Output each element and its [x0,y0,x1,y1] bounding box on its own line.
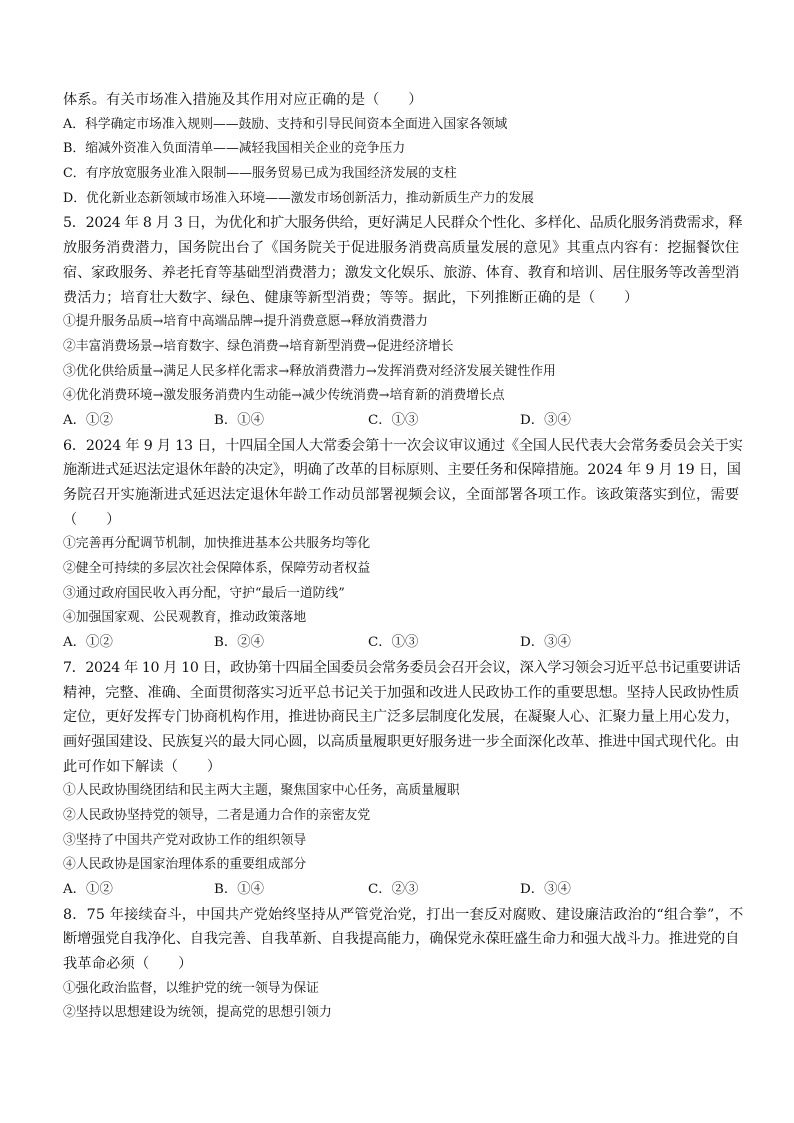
statement-2: ②人民政协坚持党的领导，二者是通力合作的亲密友党 [63,807,371,823]
statement-2: ②丰富消费场景→培育数字、绿色消费→培育新型消费→促进经济增长 [63,338,454,354]
statement-4: ④加强国家观、公民观教育，推动政策落地 [63,610,307,626]
choice-c: C．②③ [368,882,419,897]
statement-3: ③坚持了中国共产党对政协工作的组织领导 [63,832,307,848]
choice-row [63,409,743,434]
choice-b: B．①④ [214,882,265,897]
statement-3: ③通过政府国民收入再分配，守护“最后一道防线” [63,585,345,601]
choice-c: C．①③ [368,412,419,428]
question-stem-line: （ ） [63,511,121,528]
answer-option-b: B．缩减外资准入负面清单——减轻我国相关企业的竞争压力 [63,141,406,157]
question-stem-line: 断增强党自我净化、自我完善、自我革新、自我提高能力，确保党永葆旺盛生命力和强大战斗力。推进党的自 [63,931,740,948]
exam-page [63,88,743,1026]
question-stem-line: 6．2024 年 9 月 13 日，十四届全国人大常委会第十一次会议审议通过《全国人民代表大会常务委员会关于实 [63,437,743,454]
question-stem-line: 精神，完整、准确、全面贯彻落实习近平总书记关于加强和改进人民政协工作的重要思想。坚持人民政协性质 [63,684,740,701]
choice-d: D．③④ [520,412,571,428]
question-stem-line: 费活力；培育壮大数字、绿色、健康等新型消费；等等。据此，下列推断正确的是（ ） [63,289,639,306]
question-5 [63,211,743,433]
statement-1: ①强化政治监督，以维护党的统一领导为保证 [63,980,319,996]
choice-d: D．③④ [520,635,571,651]
choice-a: A．①② [63,882,113,897]
question-stem-line: 我革命必须（ ） [63,956,193,973]
answer-option-d: D．优化新业态新领域市场准入环境——激发市场创新活力，推动新质生产力的发展 [63,190,534,206]
choice-b: B．②④ [214,635,265,651]
choice-row [63,878,743,903]
statement-4: ④优化消费环境→激发服务消费内生动能→减少传统消费→培育新的消费增长点 [63,388,505,404]
statement-1: ①人民政协围绕团结和民主两大主题，聚焦国家中心任务，高质量履职 [63,783,460,799]
question-stem-line: 此可作如下解读（ ） [63,758,222,775]
choice-b: B．①④ [214,412,265,428]
question-8 [63,903,743,1026]
question-stem-line: 务院召开实施渐进式延迟法定退休年龄工作动员部署视频会议，全面部署各项工作。该政策落实到位，需要 [63,487,740,503]
question-7 [63,656,743,903]
choice-row [63,631,743,656]
question-stem-line: 画好强国建设、民族复兴的最大同心圆，以高质量履职更好服务进一步全面深化改革、推进中国式现代化。由 [63,733,740,750]
question-stem-line: 宿、家政服务、养老托育等基础型消费潜力；激发文化娱乐、旅游、体育、教育和培训、居住服务等改善型消 [63,264,740,281]
statement-1: ①完善再分配调节机制，加快推进基本公共服务均等化 [63,536,371,552]
question-stem-line: 体系。有关市场准入措施及其作用对应正确的是（ ） [63,92,423,108]
answer-option-a: A．科学确定市场准入规则——鼓励、支持和引导民间资本全面进入国家各领域 [63,116,508,132]
question-stem-line: 5．2024 年 8 月 3 日，为优化和扩大服务供给，更好满足人民群众个性化、多样化、品质化服务消费需求，释 [63,215,743,232]
statement-4: ④人民政协是国家治理体系的重要组成部分 [63,857,307,873]
question-4 [63,88,743,211]
answer-option-c: C．有序放宽服务业准入限制——服务贸易已成为我国经济发展的支柱 [63,166,457,182]
statement-3: ③优化供给质量→满足人民多样化需求→释放消费潜力→发挥消费对经济发展关键性作用 [63,363,556,379]
question-stem-line: 定位，更好发挥专门协商机构作用，推进协商民主广泛多层制度化发展，在凝聚人心、汇聚力量上用心发力， [63,709,740,726]
question-6 [63,434,743,656]
statement-1: ①提升服务品质→培育中高端品牌→提升消费意愿→释放消费潜力 [63,314,428,330]
choice-a: A．①② [63,412,113,428]
question-stem-line: 施渐进式延迟法定退休年龄的决定》，明确了改革的目标原则、主要任务和保障措施。2024 年 9 月 19 日，国 [63,462,741,479]
choice-a: A．①② [63,635,113,651]
choice-c: C．①③ [368,635,419,651]
question-stem-line: 7．2024 年 10 月 10 日，政协第十四届全国委员会常务委员会召开会议，深入学习领会习近平总书记重要讲话 [63,659,741,676]
choice-d: D．③④ [520,882,571,897]
statement-2: ②坚持以思想建设为统领，提高党的思想引领力 [63,1005,332,1021]
statement-2: ②健全可持续的多层次社会保障体系，保障劳动者权益 [63,561,371,577]
question-stem-line: 放服务消费潜力，国务院出台了《国务院关于促进服务消费高质量发展的意见》其重点内容有：挖掘餐饮住 [63,240,740,257]
question-stem-line: 8．75 年接续奋斗，中国共产党始终坚持从严管党治党，打出一套反对腐败、建设廉洁政治的“组合拳”，不 [63,906,744,923]
